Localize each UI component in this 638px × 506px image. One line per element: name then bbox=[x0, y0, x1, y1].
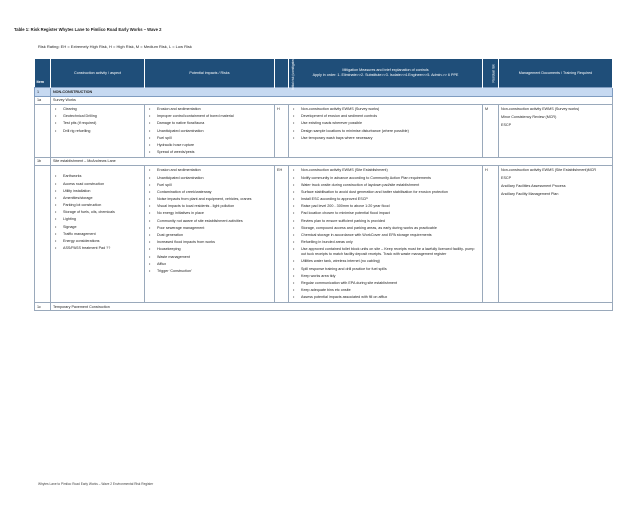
subsection-row bbox=[35, 97, 613, 105]
docs-list bbox=[499, 166, 613, 303]
list-item: • Design sample locations to minimise disturbance (where possible) bbox=[291, 129, 480, 134]
section-label: NON-CONSTRUCTION bbox=[51, 88, 613, 97]
list-item: • Utilities water tank, wireless internet (no cabling) bbox=[291, 259, 480, 264]
document-item: Minor Consistency Review (MCR) bbox=[501, 114, 557, 119]
list-item: • Storage of fuels, oils, chemicals bbox=[53, 210, 142, 215]
list-item: • Use existing roads wherever possible bbox=[291, 121, 480, 126]
subsection-number: 1a bbox=[35, 97, 51, 105]
list-item: • Development of erosion and sediment controls bbox=[291, 114, 480, 119]
list-item: • Keep adequate bins etc onsite bbox=[291, 288, 480, 293]
list-item: • Notify community in advance according to Community Action Plan requirements bbox=[291, 176, 480, 181]
subsection-label: Site establishment – McAndrews Lane bbox=[51, 158, 613, 166]
list-item: • Non-construction activity EWMS (Site Establishment) bbox=[291, 168, 480, 173]
subsection-label: Survey Works bbox=[51, 97, 613, 105]
list-item: • Lighting bbox=[53, 217, 142, 222]
list-item: • Storage, compound access and parking areas, as early during works as practicable bbox=[291, 226, 480, 231]
list-item: • Water truck onsite during construction of laydown pad/site establishment bbox=[291, 183, 480, 188]
list-item: • Access road construction bbox=[53, 182, 142, 187]
list-item: • Improper control/containment of bored material bbox=[147, 114, 272, 119]
residual-risk-value: M bbox=[483, 105, 499, 158]
activity-list bbox=[53, 174, 142, 251]
list-item: • Trigger ‘Construction’ bbox=[147, 269, 272, 274]
list-item: • Install ESC according to approved ESCP bbox=[291, 197, 480, 202]
risk-rating-legend: Risk Rating: EH = Extremely High Risk, H = High Risk, M = Medium Risk, L = Low Risk bbox=[38, 44, 192, 49]
list-item: • Erosion and sedimentation bbox=[147, 168, 272, 173]
table-header bbox=[35, 59, 613, 88]
list-item: • Signage bbox=[53, 225, 142, 230]
mitigation-list bbox=[291, 168, 480, 300]
document-item: Ancillary Facility Management Plan bbox=[501, 191, 559, 196]
list-item: • Assess potential impacts associated with fill on afflux bbox=[291, 295, 480, 300]
list-item: • Test pits (if required) bbox=[53, 121, 142, 126]
initial-risk-value: EH bbox=[275, 166, 289, 303]
list-item: • Parking lot construction bbox=[53, 203, 142, 208]
subsection-label: Temporary Pavement Construction bbox=[51, 303, 613, 311]
risk-register-table bbox=[34, 56, 613, 311]
list-item: • Housekeeping bbox=[147, 247, 272, 252]
document-title: Table 1: Risk Register Whytes Lane to Pimlico Road Early Works – Wave 2 bbox=[14, 27, 162, 32]
list-item: • Use approved contained toilet block units on site – Keep receipts must be a lawfully licenced facility- pump out tuck receipts to match facility deposit receipts. Track with waste management register bbox=[291, 247, 480, 257]
document-item: ESCP bbox=[501, 176, 512, 181]
list-item: • Increased flood impacts from works bbox=[147, 240, 272, 245]
list-item: • Geotechnical Drilling bbox=[53, 114, 142, 119]
list-item: • Use temporary wash bays where necessary bbox=[291, 136, 480, 141]
list-item: • Non-construction activity EWMS (Survey works) bbox=[291, 107, 480, 112]
list-item: • Erosion and sedimentation bbox=[147, 107, 272, 112]
list-item: • Waste management bbox=[147, 255, 272, 260]
list-item: • Poor sewerage management bbox=[147, 226, 272, 231]
table-row bbox=[35, 166, 613, 303]
list-item: • Review plan to ensure sufficient parking is provided bbox=[291, 219, 480, 224]
document-item: Non-construction activity EWMS (Site Establishment)MCR bbox=[501, 168, 597, 173]
list-item: • Noise impacts from plant and equipment, vehicles, cranes bbox=[147, 197, 272, 202]
table-row bbox=[35, 105, 613, 158]
list-item: • Chemical storage in accordance with WorkCover and EPA storage requirements bbox=[291, 233, 480, 238]
impact-list bbox=[147, 107, 272, 155]
list-item: • Utility installation bbox=[53, 189, 142, 194]
list-item: • Community not aware of site establishment activities bbox=[147, 219, 272, 224]
header-impacts: Potential impacts / Risks bbox=[145, 59, 275, 88]
list-item: • Drill rig refuelling bbox=[53, 129, 142, 134]
section-number: 1 bbox=[35, 88, 51, 97]
list-item: • ASS/PASS treatment Pad ?? bbox=[53, 246, 142, 251]
list-item: • Traffic management bbox=[53, 232, 142, 237]
header-residual-risk: Residual risk bbox=[483, 59, 499, 88]
list-item: • Clearing bbox=[53, 107, 142, 112]
list-item: • No energy initiatives in place bbox=[147, 211, 272, 216]
header-mitigation: Mitigation Measures and brief explanation of controls Apply in order: 1. Eliminate>>2. Substitute>>3. Isolate>>4.Engineer>>5. Admin.>> 6 PPE bbox=[289, 59, 483, 88]
list-item: • Damage to native flora/fauna bbox=[147, 121, 272, 126]
list-item: • Raise pad level 200 - 300mm to above 1:20 year flood bbox=[291, 204, 480, 209]
docs-list bbox=[499, 105, 613, 158]
list-item: • Fuel spill bbox=[147, 183, 272, 188]
subsection-row bbox=[35, 158, 613, 166]
list-item: • Afflux bbox=[147, 262, 272, 267]
list-item: • Spread of weeds/pests bbox=[147, 150, 272, 155]
document-item: Non-construction activity EWMS (Survey works) bbox=[501, 107, 580, 111]
list-item: • Refuelling in bunded areas only bbox=[291, 240, 480, 245]
list-item: • Amenities/storage bbox=[53, 196, 142, 201]
list-item: • Dust generation bbox=[147, 233, 272, 238]
impact-list bbox=[147, 168, 272, 273]
list-item: • Visual impacts to local residents - light pollution bbox=[147, 204, 272, 209]
list-item: • Fuel spill bbox=[147, 136, 272, 141]
residual-risk-value: H bbox=[483, 166, 499, 303]
list-item: • Unanticipated contamination bbox=[147, 176, 272, 181]
list-item: • Regular communication with EPA during site establishment bbox=[291, 281, 480, 286]
list-item: • Energy considerations bbox=[53, 239, 142, 244]
list-item: • Surface stabilisation to avoid dust generation and batter stabilisation for erosion protection bbox=[291, 190, 480, 195]
list-item: • Hydraulic hose rupture bbox=[147, 143, 272, 148]
list-item: • Contamination of creek/waterway bbox=[147, 190, 272, 195]
list-item: • Earthworks bbox=[53, 174, 142, 179]
header-item: Item bbox=[35, 59, 51, 88]
header-initial-risk: Initial risk (unmitigated) bbox=[275, 59, 289, 88]
list-item: • Unanticipated contamination bbox=[147, 129, 272, 134]
list-item: • Pad location chosen to minimise potential flood impact bbox=[291, 211, 480, 216]
activity-list bbox=[53, 107, 142, 133]
list-item: • Keep works area tidy bbox=[291, 274, 480, 279]
header-docs: Management Documents / Training Required bbox=[499, 59, 613, 88]
subsection-number: 1b bbox=[35, 158, 51, 166]
list-item: • Spill response training and drill practice for fuel spills bbox=[291, 267, 480, 272]
section-row bbox=[35, 88, 613, 97]
mitigation-list bbox=[291, 107, 480, 141]
initial-risk-value: H bbox=[275, 105, 289, 158]
document-item: Ancillary Facilities Assessment Process bbox=[501, 183, 566, 188]
subsection-number: 1c bbox=[35, 303, 51, 311]
header-activity: Construction activity / aspect bbox=[51, 59, 145, 88]
subsection-row bbox=[35, 303, 613, 311]
page-footer: Whytes Lane to Pimlico Road Early Works – Wave 2 Environmental Risk Register bbox=[38, 482, 154, 486]
document-item: ESCP bbox=[501, 122, 512, 127]
